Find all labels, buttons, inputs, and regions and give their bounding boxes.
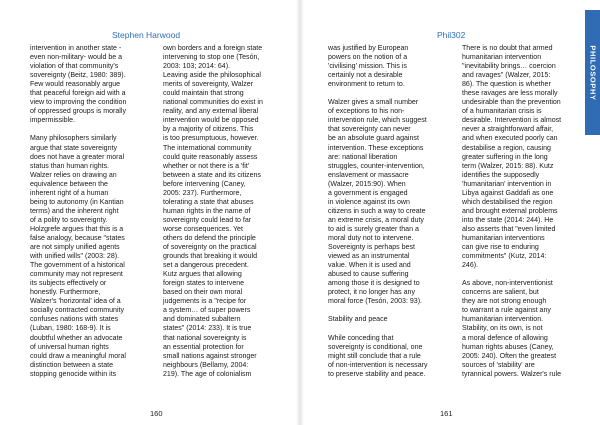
text-line: Sovereignty is perhaps best bbox=[328, 244, 415, 252]
text-line: before intervening (Caney, bbox=[163, 180, 246, 188]
text-line: concerns are salient, but bbox=[462, 289, 539, 297]
text-line: Many philosophers similarly bbox=[30, 135, 117, 143]
text-line: environment to return to. bbox=[328, 81, 405, 89]
text-line: viewed as an instrumental bbox=[328, 253, 410, 261]
text-line: confuses nations with states bbox=[30, 316, 119, 324]
text-line: tolerating a state that abuses bbox=[163, 198, 254, 206]
text-line: a government is engaged bbox=[328, 189, 408, 197]
text-line: and when executed poorly can bbox=[462, 135, 558, 143]
text-line: protect, it no longer has any bbox=[328, 289, 415, 297]
text-line: that peaceful foreign aid with a bbox=[30, 90, 126, 98]
text-line: Stability and peace bbox=[328, 316, 388, 324]
text-line: being to autonomy (in Kantian bbox=[30, 198, 124, 206]
text-line: with unified wills" (2003: 28). bbox=[30, 253, 120, 261]
text-line: enslavement or massacre bbox=[328, 171, 409, 179]
text-line: sovereignty (Beitz, 1980: 389). bbox=[30, 72, 126, 80]
text-line: false analogy, because "states bbox=[30, 234, 125, 242]
text-line: and ravages" (Walzer, 2015: bbox=[462, 72, 551, 80]
text-line: The government of a historical bbox=[30, 262, 125, 270]
text-line: of universal human rights bbox=[30, 343, 109, 351]
text-line: tyrannical powers. Walzer's rule bbox=[462, 370, 561, 378]
text-line: argue that state sovereignty bbox=[30, 144, 117, 152]
text-line: which destabilised the region bbox=[462, 198, 553, 206]
text-line: term (Walzer, 2015: 88). Kutz bbox=[462, 162, 554, 170]
text-line: "inevitability brings… coercion bbox=[462, 63, 556, 71]
text-line: into the state (2014: 244). He bbox=[462, 216, 554, 224]
column-left-1 bbox=[30, 44, 126, 379]
column-right-2 bbox=[462, 44, 561, 379]
text-line: greater suffering in the long bbox=[462, 153, 548, 161]
text-line: intervention rule, which suggest bbox=[328, 117, 427, 125]
text-line: can give rise to enduring bbox=[462, 244, 539, 252]
paragraph-gap bbox=[328, 324, 428, 333]
text-line: among those it is designed to bbox=[328, 280, 420, 288]
text-line: and dominated subaltern bbox=[163, 316, 241, 324]
text-line: 2003: 103; 2014: 64). bbox=[163, 63, 231, 71]
text-line: destabilise a region, causing bbox=[462, 144, 551, 152]
text-line: they are not strong enough bbox=[462, 298, 547, 306]
text-line: distinction between a state bbox=[30, 361, 114, 369]
text-line: certainly not a desirable bbox=[328, 72, 403, 80]
text-line: that national sovereignty is bbox=[163, 334, 247, 342]
paragraph bbox=[30, 44, 126, 125]
text-line: humanitarian intervention. bbox=[462, 316, 544, 324]
text-line: Walzer relies on drawing an bbox=[30, 171, 117, 179]
text-line: Leaving aside the philosophical bbox=[163, 72, 261, 80]
text-line: of non-intervention is necessary bbox=[328, 361, 428, 369]
text-line: intervention in another state - bbox=[30, 45, 122, 52]
text-line: human rights abuses (Caney, bbox=[462, 343, 554, 351]
text-line: could quite reasonably assess bbox=[163, 153, 258, 161]
text-line: in violence against its own bbox=[328, 198, 410, 206]
text-line: could draw a meaningful moral bbox=[30, 352, 126, 360]
text-line: could maintain that strong bbox=[163, 90, 244, 98]
text-line: that sovereignty can never bbox=[328, 126, 411, 134]
text-line: was justified by European bbox=[328, 45, 409, 52]
section-tab-label: PHILOSOPHY bbox=[588, 44, 597, 101]
page-number-right: 161 bbox=[440, 409, 453, 418]
text-line: of a humanitarian crisis is bbox=[462, 108, 542, 116]
text-line: 2005: 237). Furthermore, bbox=[163, 189, 242, 197]
column-left-2 bbox=[163, 44, 263, 379]
text-line: whether or not there is a 'fit' bbox=[163, 162, 250, 170]
text-line: even non-military- would be a bbox=[30, 54, 123, 62]
paragraph-gap bbox=[462, 270, 561, 279]
text-line: to warrant a rule against any bbox=[462, 307, 551, 315]
text-line: intervening to stop one (Tesón, bbox=[163, 54, 260, 62]
paragraph bbox=[328, 44, 428, 89]
book-gutter bbox=[296, 0, 304, 425]
paragraph bbox=[163, 44, 263, 379]
text-line: 246). bbox=[462, 262, 479, 270]
paragraph bbox=[462, 44, 561, 270]
text-line: Kutz argues that allowing bbox=[163, 271, 242, 279]
paragraph-gap bbox=[328, 306, 428, 315]
text-line: never a straightforward affair, bbox=[462, 126, 554, 134]
column-right-1 bbox=[328, 44, 428, 379]
paragraph bbox=[30, 134, 126, 378]
text-line: (Luban, 1980: 168-9). It is bbox=[30, 325, 111, 333]
paragraph bbox=[462, 279, 561, 379]
text-line: abused to cause suffering bbox=[328, 271, 409, 279]
text-line: 'humanitarian' intervention in bbox=[462, 180, 552, 188]
text-line: 'civilising' mission. This is bbox=[328, 63, 407, 71]
text-line: violation of that community's bbox=[30, 63, 119, 71]
text-line: sovereignty could lead to far bbox=[163, 216, 252, 224]
text-line: equivalence between the bbox=[30, 180, 108, 188]
paragraph-gap bbox=[30, 125, 126, 134]
text-line: and brought external problems bbox=[462, 207, 558, 215]
text-line: view to improving the condition bbox=[30, 99, 127, 107]
paragraph-gap bbox=[328, 89, 428, 98]
text-line: be an absolute guard against bbox=[328, 135, 419, 143]
text-line: The international community bbox=[163, 144, 252, 152]
text-line: intervention. These exceptions bbox=[328, 144, 424, 152]
text-line: are: national liberation bbox=[328, 153, 398, 161]
text-line: between a state and its citizens bbox=[163, 171, 261, 179]
text-line: identifies the supposedly bbox=[462, 171, 540, 179]
text-line: moral duty not to intervene. bbox=[328, 234, 414, 242]
text-line: also asserts that "even limited bbox=[462, 225, 556, 233]
text-line: humanitarian interventions bbox=[462, 234, 545, 242]
text-line: terms) and the inherent right bbox=[30, 207, 119, 215]
text-line: national communities do exist in bbox=[163, 99, 263, 107]
text-line: by a majority of citizens. This bbox=[163, 126, 254, 134]
text-line: 219). The age of colonialism bbox=[163, 370, 252, 378]
text-line: humanitarian intervention bbox=[462, 54, 542, 62]
right-page bbox=[300, 0, 600, 425]
text-line: While conceding that bbox=[328, 334, 394, 342]
text-line: (Walzer, 2015:90). When bbox=[328, 180, 406, 188]
text-line: sources of 'stability' are bbox=[462, 361, 535, 369]
text-line: grounds that breaking it would bbox=[163, 253, 258, 261]
text-line: honestly. Furthermore, bbox=[30, 289, 101, 297]
text-line: states" (2014: 233). It is true bbox=[163, 325, 252, 333]
text-line: neighbours (Bellamy, 2004: bbox=[163, 361, 249, 369]
text-line: does not have a greater moral bbox=[30, 153, 125, 161]
text-line: a system… of super powers bbox=[163, 307, 251, 315]
text-line: human rights in the name of bbox=[163, 207, 251, 215]
text-line: moral force (Tesón, 2003: 93). bbox=[328, 298, 423, 306]
text-line: As above, non-interventionist bbox=[462, 280, 553, 288]
running-head-author: Stephen Harwood bbox=[112, 30, 181, 40]
page-number-left: 160 bbox=[150, 409, 163, 418]
text-line: desirable. Intervention is almost bbox=[462, 117, 562, 125]
text-line: value. When it is used and bbox=[328, 262, 411, 270]
text-line: these ravages are less morally bbox=[462, 90, 558, 98]
running-head-course: Phil302 bbox=[437, 30, 466, 40]
text-line: its subjects effectively or bbox=[30, 280, 107, 288]
text-line: There is no doubt that armed bbox=[462, 45, 553, 52]
text-line: stopping genocide within its bbox=[30, 370, 117, 378]
text-line: set a dangerous precedent. bbox=[163, 262, 249, 270]
text-line: community may not represent bbox=[30, 271, 123, 279]
text-line: 2005: 240). Often the greatest bbox=[462, 352, 557, 360]
text-line: merits of sovereignty, Walzer bbox=[163, 81, 254, 89]
text-line: a moral defence of allowing bbox=[462, 334, 548, 342]
text-line: an essential protection for bbox=[163, 343, 244, 351]
text-line: of oppressed groups is morally bbox=[30, 108, 126, 116]
text-line: might still conclude that a rule bbox=[328, 352, 421, 360]
section-tab bbox=[585, 10, 600, 135]
text-line: impermissible. bbox=[30, 117, 76, 125]
text-line: own borders and a foreign state bbox=[163, 45, 263, 52]
text-line: worse consequences. Yet bbox=[163, 225, 243, 233]
text-line: citizens in such a way to create bbox=[328, 207, 426, 215]
paragraph bbox=[328, 334, 428, 379]
text-line: powers on the notion of a bbox=[328, 54, 408, 62]
text-line: struggles, counter-intervention, bbox=[328, 162, 425, 170]
text-line: sovereignty is conditional, one bbox=[328, 343, 423, 351]
text-line: others do defend the principle bbox=[163, 234, 256, 242]
text-line: Stability, on its own, is not bbox=[462, 325, 543, 333]
text-line: to aid is surely greater than a bbox=[328, 225, 419, 233]
text-line: judgements is a "recipe for bbox=[163, 298, 247, 306]
paragraph bbox=[328, 315, 428, 324]
text-line: Few would reasonably argue bbox=[30, 81, 121, 89]
text-line: commitments" (Kutz, 2014: bbox=[462, 253, 547, 261]
text-line: of a polity to sovereignty. bbox=[30, 216, 108, 224]
text-line: foreign states to intervene bbox=[163, 280, 245, 288]
text-line: small nations against stronger bbox=[163, 352, 257, 360]
text-line: Holzgrefe argues that this is a bbox=[30, 225, 124, 233]
text-line: reality, and any external liberal bbox=[163, 108, 259, 116]
text-line: Libya against Gaddafi as one bbox=[462, 189, 554, 197]
text-line: to preserve stability and peace. bbox=[328, 370, 426, 378]
text-line: of exceptions to his non- bbox=[328, 108, 405, 116]
text-line: based on their own moral bbox=[163, 289, 243, 297]
text-line: doubtful whether an advocate bbox=[30, 334, 123, 342]
text-line: Walzer gives a small number bbox=[328, 99, 419, 107]
text-line: socially contracted community bbox=[30, 307, 124, 315]
text-line: are not simply unified agents bbox=[30, 244, 120, 252]
text-line: of sovereignty on the practical bbox=[163, 244, 257, 252]
text-line: 86). The question is whether bbox=[462, 81, 551, 89]
text-line: is too presumptuous, however. bbox=[163, 135, 259, 143]
text-line: Walzer's 'horizontal' idea of a bbox=[30, 298, 121, 306]
text-line: undesirable than the prevention bbox=[462, 99, 561, 107]
text-line: an extreme crisis, a moral duty bbox=[328, 216, 424, 224]
text-line: intervention would be opposed bbox=[163, 117, 259, 125]
text-line: inherent right of a human bbox=[30, 189, 109, 197]
paragraph bbox=[328, 98, 428, 306]
text-line: status than human rights. bbox=[30, 162, 110, 170]
